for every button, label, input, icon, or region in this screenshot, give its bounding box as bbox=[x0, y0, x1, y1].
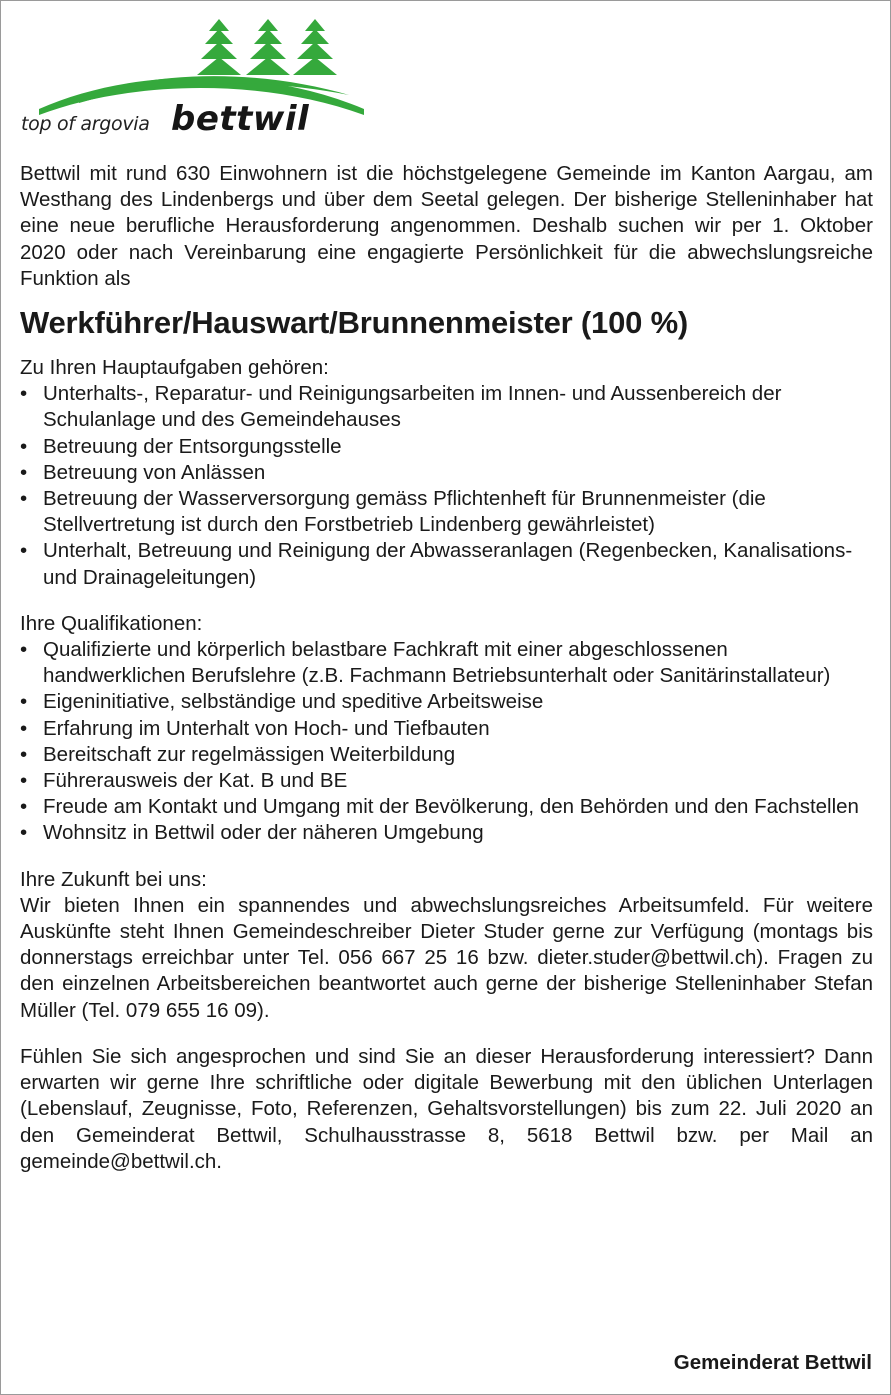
intro-paragraph: Bettwil mit rund 630 Einwohnern ist die höchstgelegene Gemeinde im Kanton Aargau, am Westhang des Lindenbergs und über dem Seetal gelegen. Der bisherige Stelleninhaber hat eine neue berufliche Herausforderung angenommen. Deshalb suchen wir per 1. Oktober 2020 oder nach Vereinbarung eine engagierte Persönlichkeit für die abwechslungsreiche Funktion als bbox=[20, 162, 873, 290]
bullet-icon: • bbox=[20, 382, 28, 406]
list-item: • Betreuung der Entsorgungsstelle bbox=[20, 434, 873, 460]
bullet-icon: • bbox=[20, 539, 28, 563]
list-item: • Unterhalts-, Reparatur- und Reinigungsarbeiten im Innen- und Aussenbereich der Schulanlage und des Gemeindehauses bbox=[20, 382, 782, 432]
bullet-icon: • bbox=[20, 795, 28, 819]
bullet-icon: • bbox=[20, 742, 28, 766]
bullet-icon: • bbox=[20, 487, 28, 511]
list-item: • Wohnsitz in Bettwil oder der näheren Umgebung bbox=[20, 820, 873, 846]
future-paragraph: Wir bieten Ihnen ein spannendes und abwechslungsreiches Arbeitsumfeld. Für weitere Auskünfte steht Ihnen Gemeindeschreiber Dieter Studer gerne zur Verfügung (montags bis donnerstags erreichbar unter Tel. 056 667 25 16 bzw. dieter.studer@bettwil.ch). Fragen zu den einzelnen Arbeitsbereichen beantwortet auch gerne der bisherige Stelleninhaber Stefan Müller (Tel. 079 655 16 09). bbox=[20, 893, 873, 1022]
tasks-list bbox=[20, 381, 873, 591]
logo-name: bettwil bbox=[171, 99, 310, 139]
qualifications-list bbox=[20, 637, 873, 847]
list-item: • Betreuung von Anlässen bbox=[20, 460, 873, 486]
bullet-icon: • bbox=[20, 460, 28, 484]
future-heading: Ihre Zukunft bei uns: bbox=[20, 867, 207, 891]
list-item: • Führerausweis der Kat. B und BE bbox=[20, 768, 873, 794]
bullet-icon: • bbox=[20, 716, 28, 740]
bullet-icon: • bbox=[20, 769, 28, 793]
list-item: • Unterhalt, Betreuung und Reinigung der Abwasseranlagen (Regenbecken, Kanalisations- und Drainageleitungen) bbox=[20, 539, 853, 589]
bullet-icon: • bbox=[20, 638, 28, 662]
bettwil-logo bbox=[19, 17, 369, 142]
list-item: • Freude am Kontakt und Umgang mit der Bevölkerung, den Behörden und den Fachstellen bbox=[20, 794, 873, 820]
signature: Gemeinderat Bettwil bbox=[673, 1351, 872, 1374]
list-item: • Erfahrung im Unterhalt von Hoch- und Tiefbauten bbox=[20, 716, 873, 742]
list-item: • Betreuung der Wasserversorgung gemäss Pflichtenheft für Brunnenmeister (die Stellvertretung ist durch den Forstbetrieb Lindenberg gewährleistet) bbox=[20, 487, 766, 537]
qualifications-heading: Ihre Qualifikationen: bbox=[20, 611, 203, 635]
main-content bbox=[20, 161, 873, 1175]
application-paragraph: Fühlen Sie sich angesprochen und sind Sie an dieser Herausforderung interessiert? Dann erwarten wir gerne Ihre schriftliche oder digitale Bewerbung mit den üblichen Unterlagen (Lebenslauf, Zeugnisse, Foto, Referenzen, Gehaltsvorstellungen) bis zum 22. Juli 2020 an den Gemeinderat Bettwil, Schulhausstrasse 8, 5618 Bettwil bzw. per Mail an gemeinde@bettwil.ch. bbox=[20, 1044, 873, 1173]
list-item: • Bereitschaft zur regelmässigen Weiterbildung bbox=[20, 742, 873, 768]
bullet-icon: • bbox=[20, 434, 28, 458]
bullet-icon: • bbox=[20, 821, 28, 845]
tasks-heading: Zu Ihren Hauptaufgaben gehören: bbox=[20, 356, 329, 380]
bullet-icon: • bbox=[20, 690, 28, 714]
job-title: Werkführer/Hauswart/Brunnenmeister (100 %) bbox=[20, 305, 689, 341]
list-item: • Qualifizierte und körperlich belastbare Fachkraft mit einer abgeschlossenen handwerklichen Berufslehre (z.B. Fachmann Betriebsunterhalt oder Sanitärinstallateur) bbox=[20, 638, 831, 688]
list-item: • Eigeninitiative, selbständige und speditive Arbeitsweise bbox=[20, 689, 873, 715]
logo-tagline: top of argovia bbox=[21, 113, 150, 135]
